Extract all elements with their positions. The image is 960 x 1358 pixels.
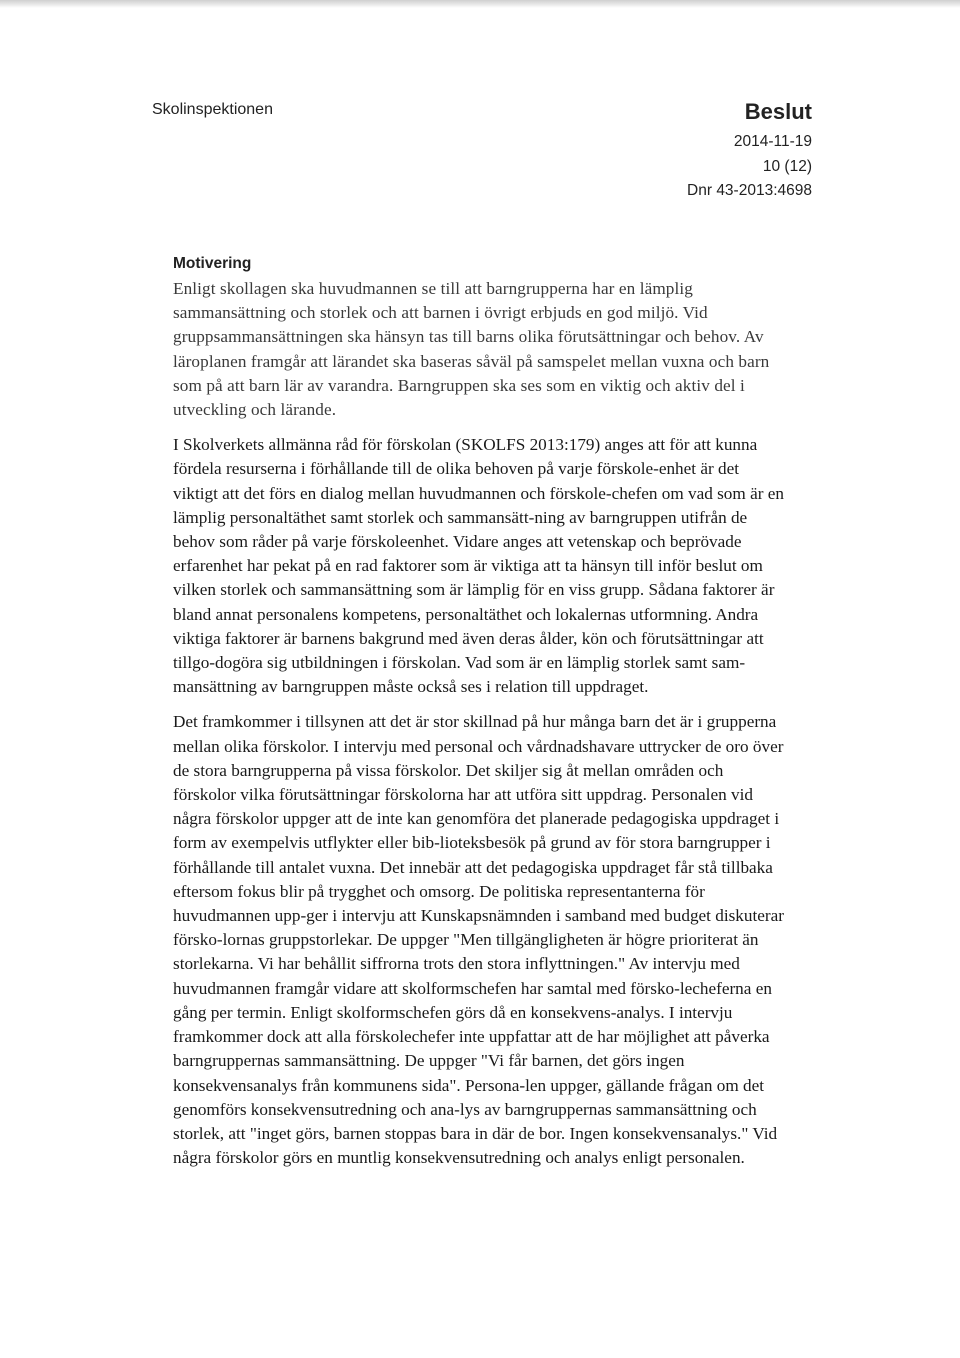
- paragraph: Det framkommer i tillsynen att det är stor skillnad på hur många barn det är i grupperna mellan olika förskolor. I intervju med personal och vårdnadshavare uttrycker de oro över de stora barngrupperna på vissa förskolor. Det skiljer sig åt mellan områden och förskolor vilka förutsättningar förskolorna har att utföra sitt uppdrag. Personalen vid några förskolor uppger att de inte kan genomföra det planerade pedagogiska uppdraget i form av exempelvis utflykter eller bib-lioteksbesök på grund av för stora barngrupper i förhållande till antalet vuxna. Det innebär att det pedagogiska uppdraget får stå tillbaka eftersom fokus blir på trygghet och omsorg. De politiska representanterna för huvudmannen upp-ger i intervju att Kunskapsnämnden i samband med budget diskuterar försko-lornas gruppstorlekar. De uppger "Men tillgängligheten är högre prioriterat än storlekarna. Vi har behållit siffrorna trots den stora inflyttningen." Av intervju med huvudmannen framgår vidare att skolformschefen har samtal med försko-lecheferna en gång per termin. Enligt skolformschefen görs då en konsekvens-analys. I intervju framkommer dock att alla förskolechefer inte uppfattar att de har möjlighet att påverka barngruppernas sammansättning. De uppger "Vi får barnen, det görs ingen konsekvensanalys från kommunens sida". Persona-len uppger, gällande frågan om det genomförs konsekvensutredning och ana-lys av barngruppernas sammansättning och storlek, att "inget görs, barnen stoppas bara in där de bor. Ingen konsekvensanalys." Vid några förskolor görs en muntlig konsekvensutredning och analys enligt personalen.: [173, 712, 784, 1168]
- document-body: [173, 253, 785, 1181]
- paragraph: Enligt skollagen ska huvudmannen se till att barngrupperna har en lämplig sammansättning och storlek och att barnen i övrigt erbjuds en god miljö. Vid gruppsammansättningen ska hänsyn tas till barns olika förutsättningar och behov. Av läroplanen framgår att lärandet ska baseras såväl på samspelet mellan vuxna och barn som på att barn lär av varandra. Barngruppen ska ses som en viktig och aktiv del i utveckling och lärande.: [173, 279, 770, 420]
- document-header-meta: [687, 99, 812, 204]
- section-heading: Motivering: [173, 255, 252, 272]
- scan-edge-artifact: [0, 0, 960, 8]
- organization-name: Skolinspektionen: [152, 101, 273, 118]
- page-number: 10 (12): [762, 157, 812, 175]
- document-date: 2014-11-19: [733, 133, 812, 150]
- diary-number: Dnr 43-2013:4698: [687, 182, 812, 199]
- paragraph: I Skolverkets allmänna råd för förskolan (SKOLFS 2013:179) anges att för att kunna fördela resurserna i förhållande till de olika behoven på varje förskole-enhet är det viktigt att det förs en dialog mellan huvudmannen och förskole-chefen om vad som är en lämplig personaltäthet samt storlek och sammansätt-ning av barngruppen utifrån de behov som råder på varje förskoleenhet. Vidare anges att vetenskap och beprövade erfarenhet har pekat på en rad faktorer som är viktiga att ta hänsyn till inför beslut om vilken storlek och sammansättning som är lämplig för en viss grupp. Sådana faktorer är bland annat personalens kompetens, personaltäthet och lokalernas utformning. Andra viktiga faktorer är barnens bakgrund med även deras ålder, kön och förutsättningar att tillgo-dogöra sig utbildningen i förskolan. Vad som är en lämplig storlek samt sam-mansättning av barngruppen måste också ses i relation till uppdraget.: [173, 435, 784, 697]
- document-type: Beslut: [744, 99, 812, 124]
